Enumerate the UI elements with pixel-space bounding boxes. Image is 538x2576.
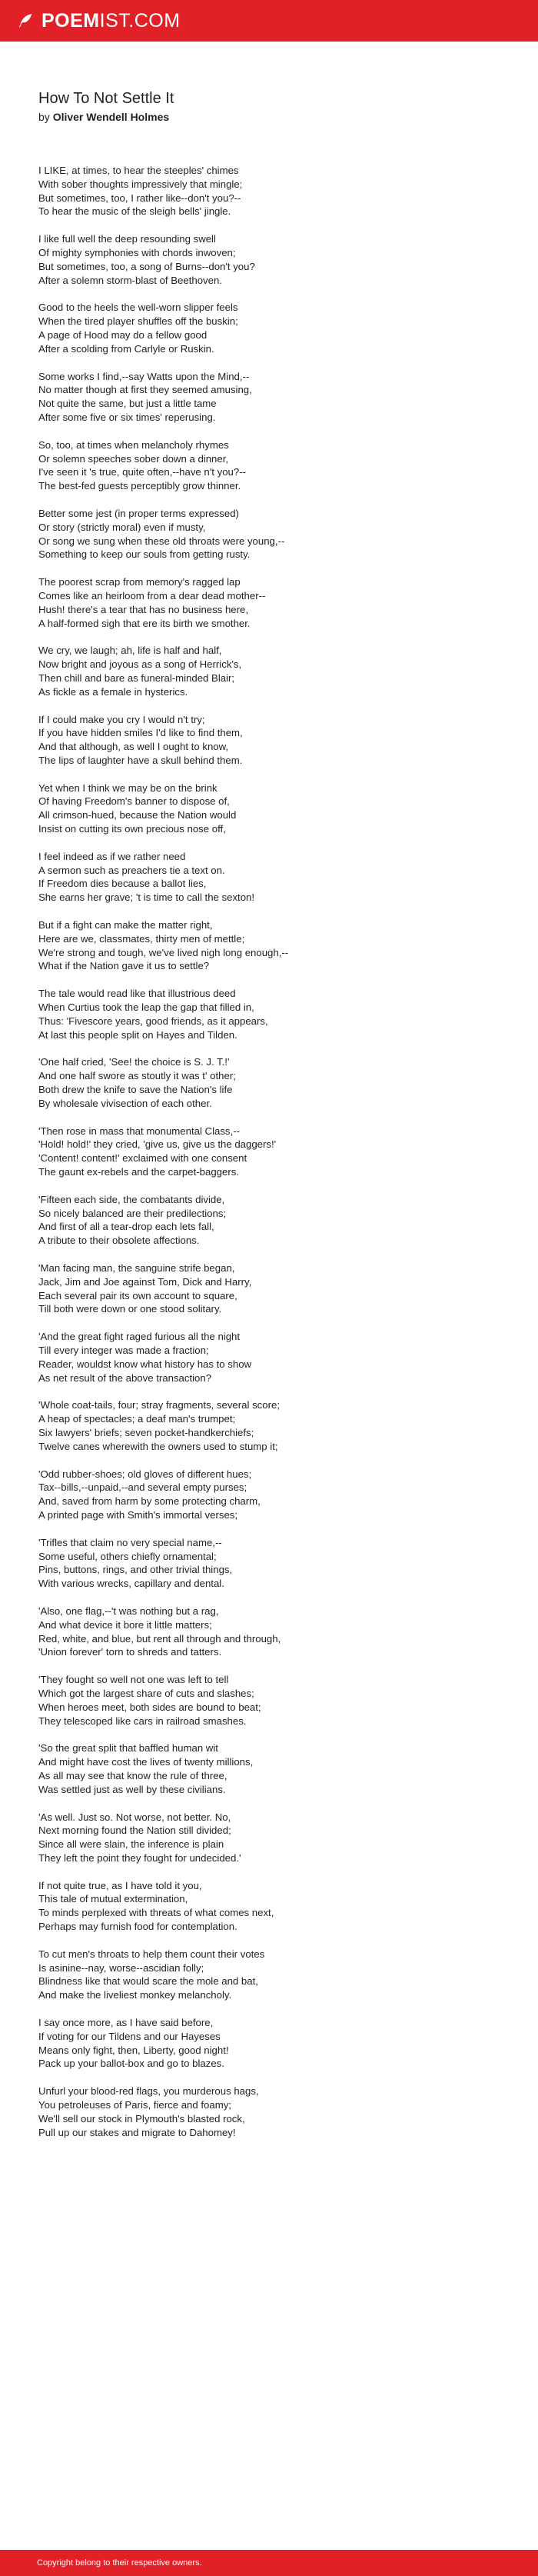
poem-line: She earns her grave; 't is time to call the sexton! bbox=[38, 891, 255, 904]
stanza bbox=[38, 781, 507, 836]
poem-line: We cry, we laugh; ah, life is half and half, bbox=[38, 645, 222, 657]
poem-line: Each several pair its own account to square, bbox=[38, 1289, 237, 1301]
site-header bbox=[0, 0, 538, 42]
poem-line: All crimson-hued, because the Nation would bbox=[38, 809, 237, 821]
logo-light-text: IST.COM bbox=[99, 9, 181, 32]
poem-line: If I could make you cry I would n't try; bbox=[38, 713, 205, 725]
poem-line: Tax--bills,--unpaid,--and several empty purses; bbox=[38, 1481, 247, 1494]
poem-line: A printed page with Smith's immortal verses; bbox=[38, 1508, 238, 1521]
poem-line: Or song we sung when these old throats were young,-- bbox=[38, 535, 285, 547]
poem-line: By wholesale vivisection of each other. bbox=[38, 1097, 212, 1109]
stanza bbox=[38, 301, 507, 355]
poem-line: The gaunt ex-rebels and the carpet-baggers. bbox=[38, 1166, 239, 1178]
stanza bbox=[38, 2084, 507, 2139]
poem-line: Pack up your ballot-box and go to blazes. bbox=[38, 2058, 224, 2070]
poem-line: Comes like an heirloom from a dear dead mother-- bbox=[38, 589, 266, 602]
poem-line: A half-formed sigh that ere its birth we smother. bbox=[38, 617, 251, 629]
poem-line: And one half swore as stoutly it was t' other; bbox=[38, 1070, 236, 1082]
poem-line: Some works I find,--say Watts upon the Mind,-- bbox=[38, 370, 250, 382]
poem-line: 'As well. Just so. Not worse, not better. No, bbox=[38, 1811, 231, 1823]
poem-line: 'And the great fight raged furious all the night bbox=[38, 1331, 241, 1343]
stanza bbox=[38, 1193, 507, 1248]
poem-line: As all may see that know the rule of three, bbox=[38, 1769, 227, 1781]
poem-line: But sometimes, too, a song of Burns--don't you? bbox=[38, 260, 255, 272]
poem-byline bbox=[38, 110, 507, 124]
poem-content bbox=[38, 89, 507, 2153]
poem-line: Good to the heels the well-worn slipper feels bbox=[38, 302, 238, 314]
poem-line: Or story (strictly moral) even if musty, bbox=[38, 521, 206, 533]
stanza bbox=[38, 987, 507, 1041]
poem-line: Till every integer was made a fraction; bbox=[38, 1344, 209, 1356]
poem-line: What if the Nation gave it us to settle? bbox=[38, 960, 210, 972]
logo-bold-text: POEM bbox=[42, 9, 100, 32]
poem-body bbox=[38, 164, 507, 2139]
poem-line: And that although, as well I ought to know, bbox=[38, 741, 229, 753]
poem-line: Better some jest (in proper terms expressed) bbox=[38, 507, 239, 519]
poem-line: The lips of laughter have a skull behind them. bbox=[38, 754, 243, 766]
poem-line: A heap of spectacles; a deaf man's trumpet; bbox=[38, 1413, 236, 1425]
poem-line: So, too, at times when melancholy rhymes bbox=[38, 438, 229, 451]
poem-line: This tale of mutual extermination, bbox=[38, 1893, 188, 1905]
stanza bbox=[38, 1536, 507, 1591]
poem-line: Now bright and joyous as a song of Herrick's, bbox=[38, 658, 242, 671]
poem-line: Reader, wouldst know what history has to show bbox=[38, 1358, 252, 1370]
stanza bbox=[38, 507, 507, 562]
poem-line: 'One half cried, 'See! the choice is S. J. T.!' bbox=[38, 1056, 230, 1068]
poem-line: Which got the largest share of cuts and slashes; bbox=[38, 1687, 254, 1699]
poem-line: Insist on cutting its own precious nose off, bbox=[38, 823, 226, 835]
poem-line: With sober thoughts impressively that mingle; bbox=[38, 178, 243, 190]
stanza bbox=[38, 232, 507, 287]
poem-line: Is asinine--nay, worse--ascidian folly; bbox=[38, 1961, 204, 1974]
stanza bbox=[38, 1811, 507, 1865]
poem-line: Jack, Jim and Joe against Tom, Dick and Harry, bbox=[38, 1275, 252, 1288]
poem-line: The best-fed guests perceptibly grow thinner. bbox=[38, 480, 241, 492]
poem-line: Then chill and bare as funeral-minded Blair; bbox=[38, 671, 235, 684]
poem-line: But sometimes, too, I rather like--don't you?-- bbox=[38, 192, 241, 204]
stanza bbox=[38, 644, 507, 698]
stanza bbox=[38, 370, 507, 425]
poem-line: Not quite the same, but just a little tame bbox=[38, 398, 217, 410]
stanza bbox=[38, 575, 507, 630]
poem-line: With various wrecks, capillary and dental. bbox=[38, 1578, 224, 1590]
stanza bbox=[38, 850, 507, 905]
poem-line: A sermon such as preachers tie a text on. bbox=[38, 864, 225, 876]
poem-line: We'll sell our stock in Plymouth's blasted rock, bbox=[38, 2112, 245, 2124]
copyright-notice: Copyright belong to their respective owners. bbox=[37, 2558, 202, 2568]
poem-line: After some five or six times' reperusing. bbox=[38, 411, 216, 423]
site-logo-link[interactable] bbox=[17, 9, 181, 32]
poem-line: Some useful, others chiefly ornamental; bbox=[38, 1550, 217, 1562]
poem-line: 'Also, one flag,--'t was nothing but a rag, bbox=[38, 1605, 219, 1617]
stanza bbox=[38, 1879, 507, 1934]
poem-line: Pull up our stakes and migrate to Dahomey! bbox=[38, 2126, 236, 2138]
stanza bbox=[38, 713, 507, 768]
poem-line: 'Then rose in mass that monumental Class,-- bbox=[38, 1125, 240, 1137]
stanza bbox=[38, 438, 507, 493]
poem-line: And, saved from harm by some protecting charm, bbox=[38, 1495, 261, 1508]
poem-line: We're strong and tough, we've lived nigh long enough,-- bbox=[38, 946, 289, 958]
poem-line: If voting for our Tildens and our Hayeses bbox=[38, 2030, 221, 2042]
stanza bbox=[38, 2016, 507, 2071]
poem-line: So nicely balanced are their predilections; bbox=[38, 1207, 227, 1219]
poem-line: Twelve canes wherewith the owners used to stump it; bbox=[38, 1440, 278, 1452]
poem-line: Of having Freedom's banner to dispose of, bbox=[38, 795, 230, 808]
poem-line: I LIKE, at times, to hear the steeples' chimes bbox=[38, 165, 239, 176]
stanza bbox=[38, 918, 507, 973]
poem-line: 'Man facing man, the sanguine strife began, bbox=[38, 1262, 235, 1274]
by-label: by bbox=[38, 111, 50, 123]
poem-line: Blindness like that would scare the mole and bat, bbox=[38, 1975, 258, 1988]
poem-line: Or solemn speeches sober down a dinner, bbox=[38, 452, 229, 465]
stanza bbox=[38, 1673, 507, 1728]
poem-line: Pins, buttons, rings, and other trivial things, bbox=[38, 1564, 233, 1576]
stanza bbox=[38, 1398, 507, 1453]
stanza bbox=[38, 1605, 507, 1659]
poem-line: Next morning found the Nation still divided; bbox=[38, 1825, 231, 1837]
poem-line: I feel indeed as if we rather need bbox=[38, 850, 186, 862]
poem-line: And first of all a tear-drop each lets fall, bbox=[38, 1221, 214, 1233]
poem-line: Since all were slain, the inference is plain bbox=[38, 1838, 224, 1851]
poem-line: After a solemn storm-blast of Beethoven. bbox=[38, 274, 222, 286]
poem-line: Perhaps may furnish food for contemplation. bbox=[38, 1921, 237, 1933]
poem-line: Hush! there's a tear that has no business here, bbox=[38, 603, 249, 615]
quill-feather-icon bbox=[17, 12, 34, 29]
poem-line: To minds perplexed with threats of what comes next, bbox=[38, 1907, 274, 1919]
poem-line: 'Odd rubber-shoes; old gloves of different hues; bbox=[38, 1468, 252, 1480]
poem-line: Something to keep our souls from getting rusty. bbox=[38, 548, 251, 561]
poem-line: At last this people split on Hayes and Tilden. bbox=[38, 1028, 237, 1041]
poem-line: I say once more, as I have said before, bbox=[38, 2017, 214, 2029]
site-logo-text bbox=[42, 9, 181, 32]
poem-line: A tribute to their obsolete affections. bbox=[38, 1235, 200, 1247]
stanza bbox=[38, 1330, 507, 1385]
poem-line: 'Fifteen each side, the combatants divide, bbox=[38, 1193, 225, 1205]
stanza bbox=[38, 1468, 507, 1522]
poem-line: Six lawyers' briefs; seven pocket-handkerchiefs; bbox=[38, 1426, 254, 1438]
poem-line: Till both were down or one stood solitary. bbox=[38, 1303, 222, 1315]
poem-line: I've seen it 's true, quite often,--have n't you?-- bbox=[38, 466, 246, 478]
poem-line: If Freedom dies because a ballot lies, bbox=[38, 878, 207, 890]
poem-line: 'So the great split that baffled human wit bbox=[38, 1742, 218, 1755]
poem-line: The poorest scrap from memory's ragged lap bbox=[38, 576, 241, 588]
stanza bbox=[38, 1055, 507, 1110]
poem-line: Thus: 'Fivescore years, good friends, as it appears, bbox=[38, 1015, 268, 1027]
poem-line: And what device it bore it little matters; bbox=[38, 1618, 212, 1631]
poem-line: 'Whole coat-tails, four; stray fragments, several score; bbox=[38, 1399, 281, 1411]
poem-line: No matter though at first they seemed amusing, bbox=[38, 384, 252, 396]
stanza bbox=[38, 1741, 507, 1796]
poem-title: How To Not Settle It bbox=[38, 90, 174, 107]
poem-line: 'Content! content!' exclaimed with one consent bbox=[38, 1152, 247, 1165]
poem-line: I like full well the deep resounding swell bbox=[38, 233, 216, 245]
poem-line: The tale would read like that illustrious deed bbox=[38, 988, 236, 1000]
poem-line: To cut men's throats to help them count their votes bbox=[38, 1948, 265, 1960]
poem-line: 'They fought so well not one was left to tell bbox=[38, 1674, 229, 1686]
poem-line: 'Hold! hold!' they cried, 'give us, give us the daggers!' bbox=[38, 1138, 277, 1151]
poem-line: And make the liveliest monkey melancholy. bbox=[38, 1989, 232, 2001]
poem-line: A page of Hood may do a fellow good bbox=[38, 328, 208, 341]
stanza bbox=[38, 1261, 507, 1316]
poem-line: If not quite true, as I have told it you, bbox=[38, 1879, 202, 1891]
poem-line: 'Trifles that claim no very special name,-- bbox=[38, 1536, 222, 1548]
poem-line: They left the point they fought for undecided.' bbox=[38, 1851, 241, 1864]
poem-line: Of mighty symphonies with chords inwoven; bbox=[38, 246, 236, 258]
poem-line: Yet when I think we may be on the brink bbox=[38, 781, 218, 794]
poem-line: Unfurl your blood-red flags, you murderous hags, bbox=[38, 2085, 259, 2098]
poem-line: After a scolding from Carlyle or Ruskin. bbox=[38, 342, 214, 355]
poem-line: Both drew the knife to save the Nation's life bbox=[38, 1084, 233, 1096]
poem-line: Red, white, and blue, but rent all through and through, bbox=[38, 1632, 281, 1645]
poem-line: They telescoped like cars in railroad smashes. bbox=[38, 1715, 247, 1727]
poem-line: Means only fight, then, Liberty, good night! bbox=[38, 2044, 229, 2056]
poem-line: You petroleuses of Paris, fierce and foamy; bbox=[38, 2099, 231, 2111]
author-link[interactable]: Oliver Wendell Holmes bbox=[52, 111, 170, 123]
site-footer bbox=[0, 2550, 538, 2576]
poem-line: To hear the music of the sleigh bells' jingle. bbox=[38, 205, 231, 218]
poem-line: Here are we, classmates, thirty men of mettle; bbox=[38, 932, 245, 945]
poem-line: As fickle as a female in hysterics. bbox=[38, 685, 188, 698]
poem-line: Was settled just as well by these civilians. bbox=[38, 1783, 226, 1795]
stanza bbox=[38, 1948, 507, 2002]
poem-line: But if a fight can make the matter right, bbox=[38, 919, 213, 931]
stanza bbox=[38, 164, 507, 218]
poem-line: When the tired player shuffles off the buskin; bbox=[38, 315, 238, 328]
poem-line: When Curtius took the leap the gap that filled in, bbox=[38, 1001, 254, 1014]
poem-line: 'Union forever' torn to shreds and tatters. bbox=[38, 1646, 222, 1658]
poem-line: As net result of the above transaction? bbox=[38, 1371, 212, 1384]
poem-line: When heroes meet, both sides are bound to beat; bbox=[38, 1701, 261, 1713]
poem-line: If you have hidden smiles I'd like to find them, bbox=[38, 727, 243, 739]
poem-line: And might have cost the lives of twenty millions, bbox=[38, 1756, 254, 1768]
stanza bbox=[38, 1125, 507, 1179]
